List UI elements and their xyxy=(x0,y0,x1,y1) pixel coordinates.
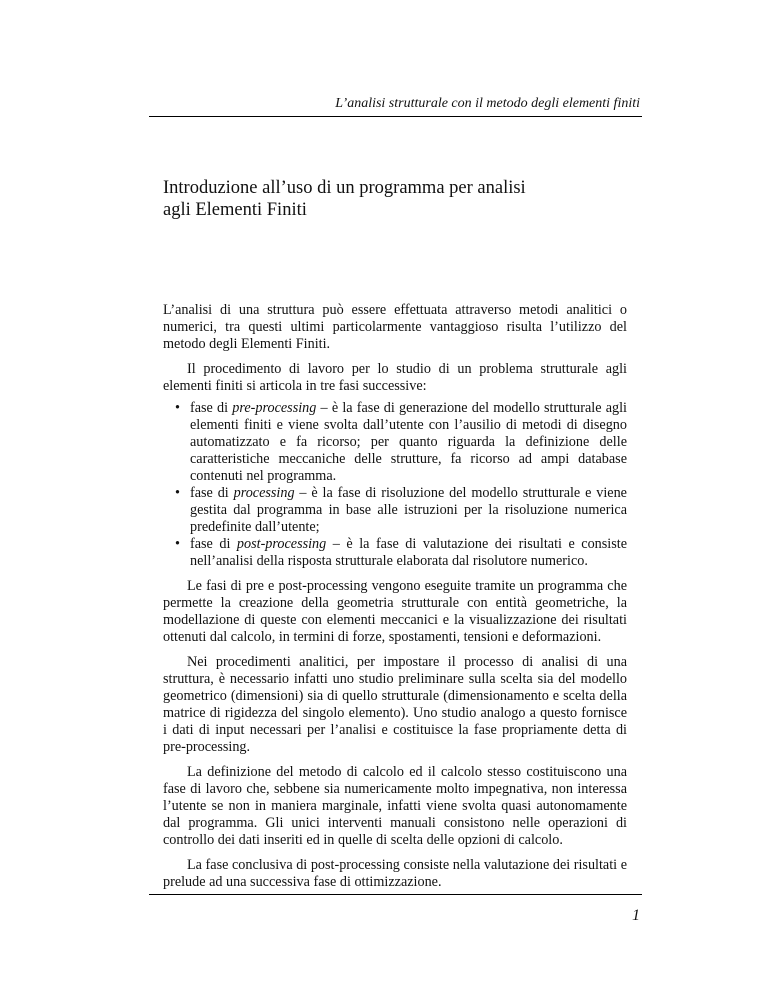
list-item-text: – è la fase di risoluzione del modello strutturale e viene gestita dal programma in base alle istruzioni per la risoluzione numerica predefinite dall’utente; xyxy=(190,485,627,535)
paragraph-5: La definizione del metodo di calcolo ed il calcolo stesso costituiscono una fase di lavoro che, sebbene sia numericamente molto impegnativa, non interessa l’utente se non in maniera marginale, infatti viene svolta quasi autonomamente dal programma. Gli unici interventi manuali consistono nelle operazioni di controllo dei dati inseriti ed in quelle di scelta delle opzioni di calcolo. xyxy=(163,764,627,848)
list-item-post-processing xyxy=(175,536,627,570)
list-item-term: processing xyxy=(233,485,295,501)
paragraph-1: L’analisi di una struttura può essere effettuata attraverso metodi analitici o numerici, tra questi ultimi particolarmente vantaggioso risulta l’utilizzo del metodo degli Elementi Finiti. xyxy=(163,302,627,352)
phases-list xyxy=(163,400,627,570)
footer-rule xyxy=(149,894,642,895)
bullet-icon: • xyxy=(175,400,180,416)
header-rule xyxy=(149,116,642,117)
list-item-pre-processing xyxy=(175,400,627,485)
body-text xyxy=(163,302,627,899)
list-item-text: – è la fase di generazione del modello strutturale agli elementi finiti e viene svolta dall’utente con l’ausilio di metodi di disegno automatizzato e fa ricorso; per quanto riguarda la definizione delle caratteristiche meccaniche delle strutture, fa ricorso ad ampi database contenuti nel programma. xyxy=(190,400,627,484)
paragraph-3: Le fasi di pre e post-processing vengono eseguite tramite un programma che permette la creazione della geometria strutturale con entità geometriche, la modellazione di queste con elementi meccanici e la visualizzazione dei risultati ottenuti dal calcolo, in termini di forze, spostamenti, tensioni e deformazioni. xyxy=(163,578,627,645)
paragraph-2: Il procedimento di lavoro per lo studio di un problema strutturale agli elementi finiti si articola in tre fasi successive: xyxy=(163,361,627,394)
list-item-text: – è la fase di valutazione dei risultati e consiste nell’analisi della risposta strutturale elaborata dal risolutore numerico. xyxy=(190,536,627,569)
section-title-line-2: agli Elementi Finiti xyxy=(163,200,307,220)
list-item-prefix: fase di xyxy=(190,400,233,416)
list-item-term: pre-processing xyxy=(232,400,317,416)
list-item-prefix: fase di xyxy=(190,536,237,552)
section-title-line-1: Introduzione all’uso di un programma per analisi xyxy=(163,178,526,198)
bullet-icon: • xyxy=(175,536,180,552)
running-header: L’analisi strutturale con il metodo degli elementi finiti xyxy=(335,96,640,111)
bullet-icon: • xyxy=(175,485,180,501)
list-item-prefix: fase di xyxy=(190,485,234,501)
list-item-processing xyxy=(175,485,627,536)
section-title xyxy=(163,177,603,221)
paragraph-6: La fase conclusiva di post-processing consiste nella valutazione dei risultati e prelude ad una successiva fase di ottimizzazione. xyxy=(163,857,627,890)
list-item-term: post-processing xyxy=(236,536,327,552)
paragraph-4: Nei procedimenti analitici, per impostare il processo di analisi di una struttura, è necessario infatti uno studio preliminare sulla scelta sia del modello geometrico (dimensioni) sia di quello strutturale (dimensionamento e scelta della matrice di rigidezza del singolo elemento). Uno studio analogo a questo fornisce i dati di input necessari per l’analisi e costituisce la fase propriamente detta di pre-processing. xyxy=(163,654,627,755)
page-number: 1 xyxy=(632,907,640,924)
